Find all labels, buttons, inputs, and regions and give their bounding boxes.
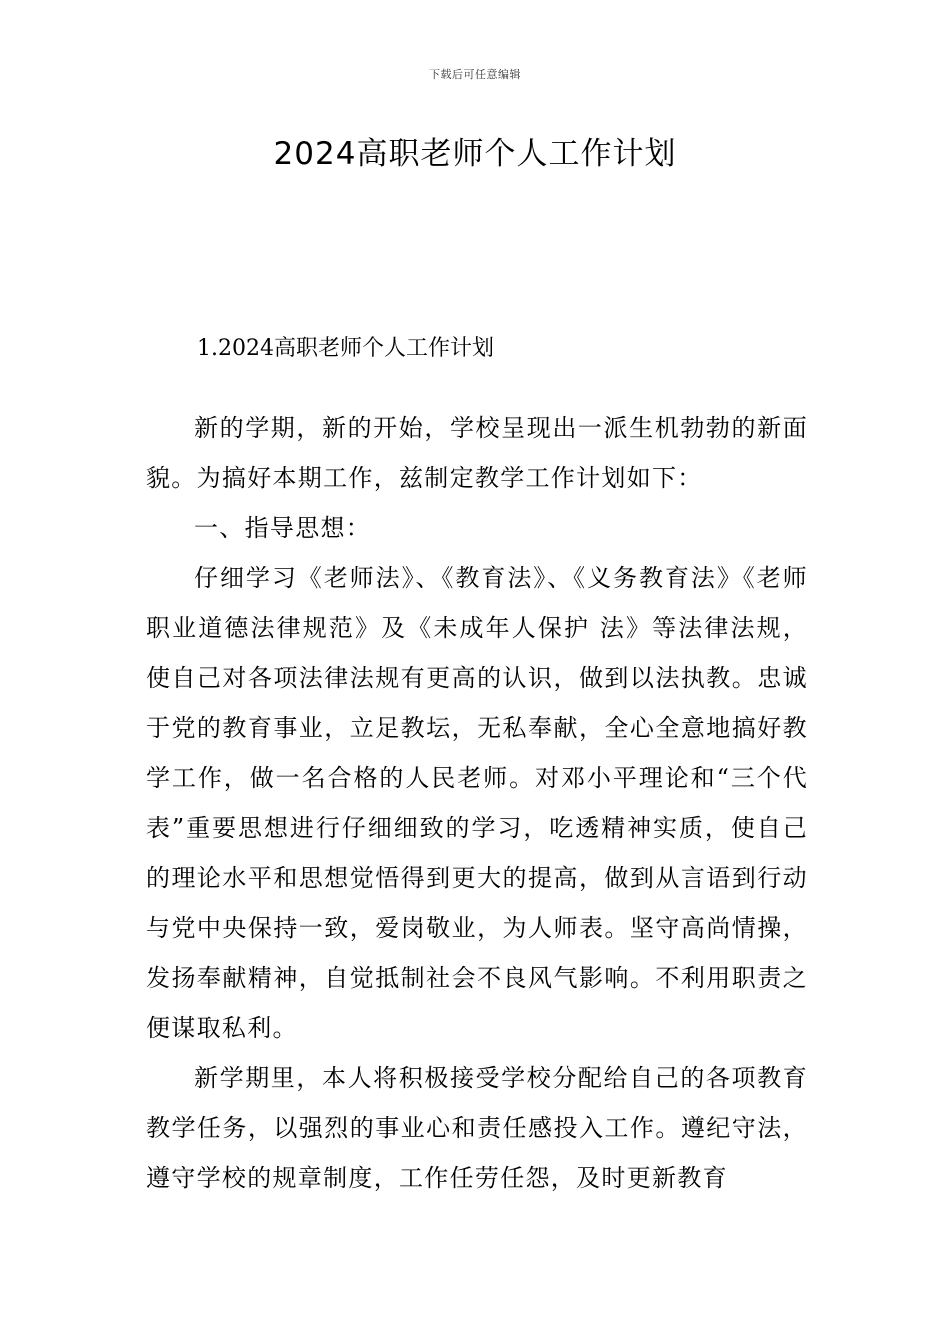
section-heading: 1.2024高职老师个人工作计划 <box>197 336 494 361</box>
paragraph-intro: 新的学期，新的开始，学校呈现出一派生机勃勃的新面貌。为搞好本期工作，兹制定教学工作计划如下： <box>146 414 808 492</box>
document-body <box>146 403 808 1203</box>
paragraph-guiding-thought: 仔细学习《老师法》、《教育法》、《义务教育法》《老师职业道德法律规范》及《未成年人保护 法》等法律法规，使自己对各项法律法规有更高的认识，做到以法执教。忠诚于党的教育事业，立足教坛，无私奉献，全心全意地搞好教学工作，做一名合格的人民老师。对邓小平理论和“三个代表”重要思想进行仔细细致的学习，吃透精神实质，使自己的理论水平和思想觉悟得到更大的提高，做到从言语到行动与党中央保持一致，爱岗敬业，为人师表。坚守高尚情操，发扬奉献精神，自觉抵制社会不良风气影响。不利用职责之便谋取私利。 <box>146 564 808 1042</box>
paragraph-new-semester: 新学期里，本人将积极接受学校分配给自己的各项教育教学任务，以强烈的事业心和责任感投入工作。遵纪守法，遵守学校的规章制度，工作任劳任怨，及时更新教育 <box>146 1064 808 1192</box>
header-note: 下载后可任意编辑 <box>429 68 521 81</box>
paragraph-heading-guiding-thought: 一、指导思想： <box>194 514 372 542</box>
document-title: 2024高职老师个人工作计划 <box>273 136 677 172</box>
